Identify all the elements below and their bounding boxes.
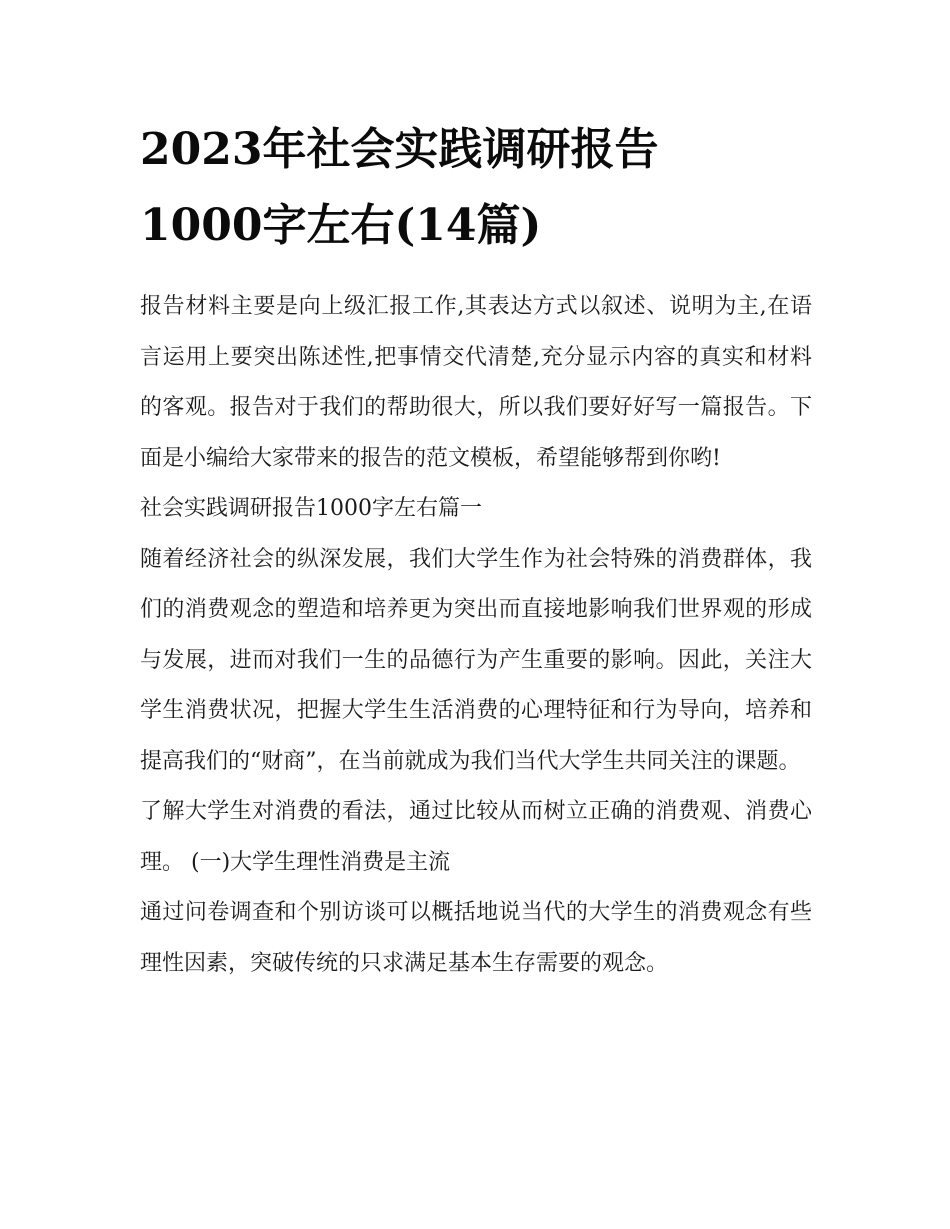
title-line-2: 1000字左右(14篇): [140, 200, 542, 251]
body-paragraph-2: 了解大学生对消费的看法，通过比较从而树立正确的消费观、消费心理。 (一)大学生理性消费是主流: [140, 799, 812, 875]
section-heading-1: 社会实践调研报告1000字左右篇一: [140, 496, 482, 521]
body-paragraph-1: 随着经济社会的纵深发展，我们大学生作为社会特殊的消费群体，我们的消费观念的塑造和培养更为突出而直接地影响我们世界观的形成与发展，进而对我们一生的品德行为产生重要的影响。因此，关注大学生消费状况，把握大学生生活消费的心理特征和行为导向，培养和提高我们的“财商”，在当前就成为我们当代大学生共同关注的课题。: [140, 546, 812, 774]
body-paragraph-3: 通过问卷调查和个别访谈可以概括地说当代的大学生的消费观念有些理性因素，突破传统的只求满足基本生存需要的观念。: [140, 900, 812, 976]
title-line-1: 2023年社会实践调研报告: [140, 124, 659, 175]
document-title: [140, 112, 812, 264]
document-page: [140, 112, 812, 989]
intro-paragraph: 报告材料主要是向上级汇报工作,其表达方式以叙述、说明为主,在语言运用上要突出陈述性,把事情交代清楚,充分显示内容的真实和材料的客观。报告对于我们的帮助很大，所以我们要好好写一篇报告。下面是小编给大家带来的报告的范文模板，希望能够帮到你哟!: [140, 294, 812, 471]
